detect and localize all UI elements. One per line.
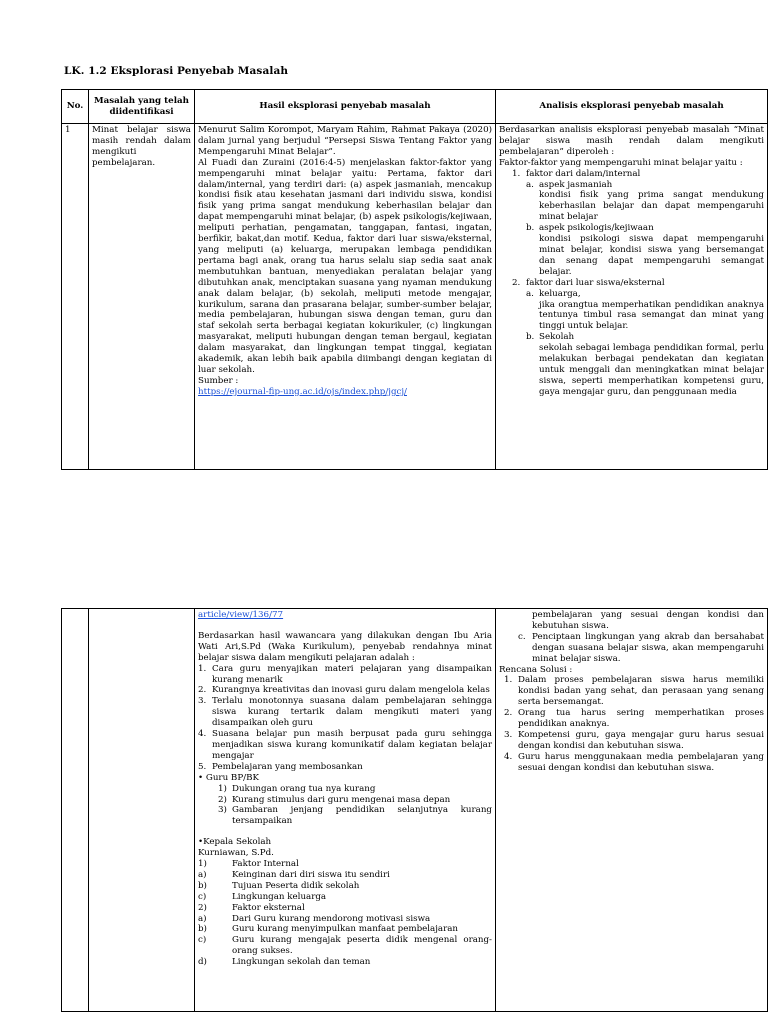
list-item: 1) Faktor Internal — [198, 859, 299, 870]
header-no: No. — [62, 90, 89, 124]
cell-hasil — [195, 124, 496, 470]
list-item: 1. faktor dari dalam/internal — [512, 168, 641, 179]
wawancara-paragraph: Berdasarkan hasil wawancara yang dilakukan dengan Ibu Aria Wati Ari,S.Pd (Waka Kurikulum), penyebab rendahnya minat belajar siswa dalam mengikuti pelajaran adalah : — [198, 630, 492, 663]
list-item-text: jika orangtua memperhatikan pendidikan anaknya tentunya timbul rasa semangat dan minat yang tinggi untuk belajar. — [539, 299, 764, 332]
list-item: 2. Kurangnya kreativitas dan inovasi guru dalam mengelola kelas — [198, 685, 490, 696]
cell-analisis — [496, 124, 768, 470]
list-item: b. aspek psikologis/kejiwaan — [526, 223, 654, 234]
list-item: b) Tujuan Peserta didik sekolah — [198, 880, 360, 891]
exploration-table-page-1 — [61, 89, 768, 470]
cell-analisis — [496, 609, 768, 1012]
list-item: b) Guru kurang menyimpulkan manfaat pembelajaran — [198, 924, 459, 935]
list-item: 2) Faktor eksternal — [198, 902, 305, 913]
list-item: 2) Kurang stimulus dari guru mengenai masa depan — [218, 794, 451, 805]
kepsek-name: Kurniawan, S.Pd. — [198, 848, 274, 859]
list-item: 3. Kompetensi guru, gaya mengajar guru harus sesuai dengan kondisi dan kebutuhan siswa. — [504, 729, 764, 751]
list-item: c) Guru kurang mengajak peserta didik mengenal orang-orang sukses. — [198, 935, 492, 957]
list-item: c) Lingkungan keluarga — [198, 891, 327, 902]
list-item: d) Lingkungan sekolah dan teman — [198, 957, 371, 968]
guru-bk-title: • Guru BP/BK — [198, 772, 259, 783]
list-item: 3. Terlalu monotonnya suasana dalam pembelajaran sehingga siswa kurang tertarik dalam mengikuti materi yang disampaikan oleh guru — [198, 696, 492, 729]
analisis-intro: Berdasarkan analisis eksplorasi penyebab masalah “Minat belajar siswa masih rendah dalam mengikuti pembelajaran” diperoleh : — [499, 125, 764, 157]
header-analisis: Analisis eksplorasi penyebab masalah — [496, 90, 768, 124]
kepsek-list — [198, 859, 492, 968]
cell-no: 1 — [62, 124, 89, 470]
sumber-link-continued[interactable]: article/view/136/77 — [198, 610, 284, 620]
solusi-list — [499, 675, 764, 773]
guru-bk-list — [198, 784, 492, 828]
sumber-label: Sumber : — [198, 375, 239, 386]
list-item: 3) Gambaran jenjang pendidikan selanjutnya kurang tersampaikan — [218, 805, 492, 827]
list-item: 2. Orang tua harus sering memperhatikan proses pendidikan anaknya. — [504, 708, 764, 730]
kepsek-title: •Kepala Sekolah — [198, 837, 272, 848]
list-item: 1) Dukungan orang tua nya kurang — [218, 783, 376, 794]
cell-masalah: Minat belajar siswa masih rendah dalam mengikuti pembelajaran. — [89, 124, 195, 470]
list-item: a) Dari Guru kurang mendorong motivasi siswa — [198, 913, 431, 924]
header-hasil: Hasil eksplorasi penyebab masalah — [195, 90, 496, 124]
table-header-row — [62, 90, 768, 124]
list-item-text: kondisi psikologi siswa dapat mempengaruhi minat belajar, kondisi siswa yang bersemangat dan senang dapat mempengaruhi semangat belajar. — [539, 234, 764, 277]
list-item: 2. faktor dari luar siswa/eksternal — [512, 277, 665, 288]
list-item: b. Sekolah — [526, 332, 575, 343]
list-item: a. aspek jasmaniah — [526, 179, 613, 190]
table-row — [62, 609, 768, 1012]
hasil-paragraph: Al Fuadi dan Zuraini (2016:4-5) menjelaskan faktor-faktor yang mempengaruhi minat belajar yaitu: Pertama, faktor dari dalam/internal, yang terdiri dari: (a) aspek jasmaniah, mencakup kondisi fisik atau kesehatan jasmani dari individu siswa, kondisi fisik yang prima sangat mendukung keberhasilan belajar dan dapat mempengaruhi minat belajar, (b) aspek psikologis/kejiwaan, meliputi perhatian, pengamatan, tanggapan, fantasi, ingatan, berfikir, bakat,dan motif. Kedua, faktor dari luar siswa/eksternal, yang meliputi (a) keluarga, merupakan lembaga pendidikan pertama bagi anak, orang tua harus selalu siap sedia saat anak membutuhkan bantuan, menyediakan peralatan belajar yang dibutuhkan anak, menciptakan suasana yang nyaman mendukung anak dalam belajar, (b) sekolah, meliputi metode mengajar, kurikulum, sarana dan prasarana belajar, sumber-sumber belajar, media pembelajaran, hubungan siswa dengan teman, guru dan staf sekolah serta berbagai kegiatan kokurikuler, (c) lingkungan masyarakat, meliputi hubungan dengan teman bergaul, kegiatan dalam masyarakat, dan lingkungan tempat tinggal, kegiatan akademik, akan lebih baik apabila diimbangi dengan kegiatan di luar sekolah. — [198, 157, 492, 375]
cell-hasil — [195, 609, 496, 1012]
exploration-table-page-2 — [61, 608, 768, 1012]
list-item: a) Keinginan dari diri siswa itu sendiri — [198, 869, 390, 880]
list-item: 4. Suasana belajar pun masih berpusat pada guru sehingga menjadikan siswa kurang komunikatif dalam kegiatan belajar mengajar — [198, 729, 492, 761]
wawancara-list — [198, 664, 492, 773]
list-item: 1. Dalam proses pembelajaran siswa harus memiliki kondisi badan yang sehat, dan perasaan yang senang serta bersemangat. — [504, 675, 764, 708]
table-row — [62, 124, 768, 470]
rencana-solusi-title: Rencana Solusi : — [499, 664, 573, 675]
cell-no — [62, 609, 89, 1012]
hasil-paragraph: Menurut Salim Korompot, Maryam Rahim, Rahmat Pakaya (2020) dalam jurnal yang berjudul “Persepsi Siswa Tentang Faktor yang Mempengaruhi Minat Belajar”. — [198, 125, 492, 157]
list-item: c. Penciptaan lingkungan yang akrab dan bersahabat dengan suasana belajar siswa, akan mempengaruhi minat belajar siswa. — [518, 631, 764, 664]
list-item: 5. Pembelajaran yang membosankan — [198, 761, 363, 772]
list-item: 1. Cara guru menyajikan materi pelajaran yang disampaikan kurang menarik — [198, 663, 492, 685]
list-item: a. keluarga, — [526, 288, 581, 299]
list-item-text: sekolah sebagai lembaga pendidikan formal, perlu melakukan berbagai pendekatan dan kegiatan untuk menggali dan meningkatkan minat belajar siswa, seperti memperhatikan kompetensi guru, gaya mengajar guru, dan penggunaan media — [539, 343, 764, 397]
analisis-line: Faktor-faktor yang mempengaruhi minat belajar yaitu : — [499, 157, 743, 168]
header-masalah: Masalah yang telah diidentifikasi — [89, 90, 195, 124]
document-title: LK. 1.2 Eksplorasi Penyebab Masalah — [64, 65, 289, 77]
list-item-text: kondisi fisik yang prima sangat mendukung keberhasilan belajar dan dapat mempengaruhi minat belajar — [539, 190, 764, 223]
analisis-continued: pembelajaran yang sesuai dengan kondisi dan kebutuhan siswa. — [532, 610, 764, 631]
sumber-link[interactable]: https://ejournal-fip-ung.ac.id/ojs/index.php/jgcj/ — [198, 386, 407, 397]
cell-masalah — [89, 609, 195, 1012]
list-item: 4. Guru harus menggunakaan media pembelajaran yang sesuai dengan kondisi dan kebutuhan siswa. — [504, 751, 764, 773]
